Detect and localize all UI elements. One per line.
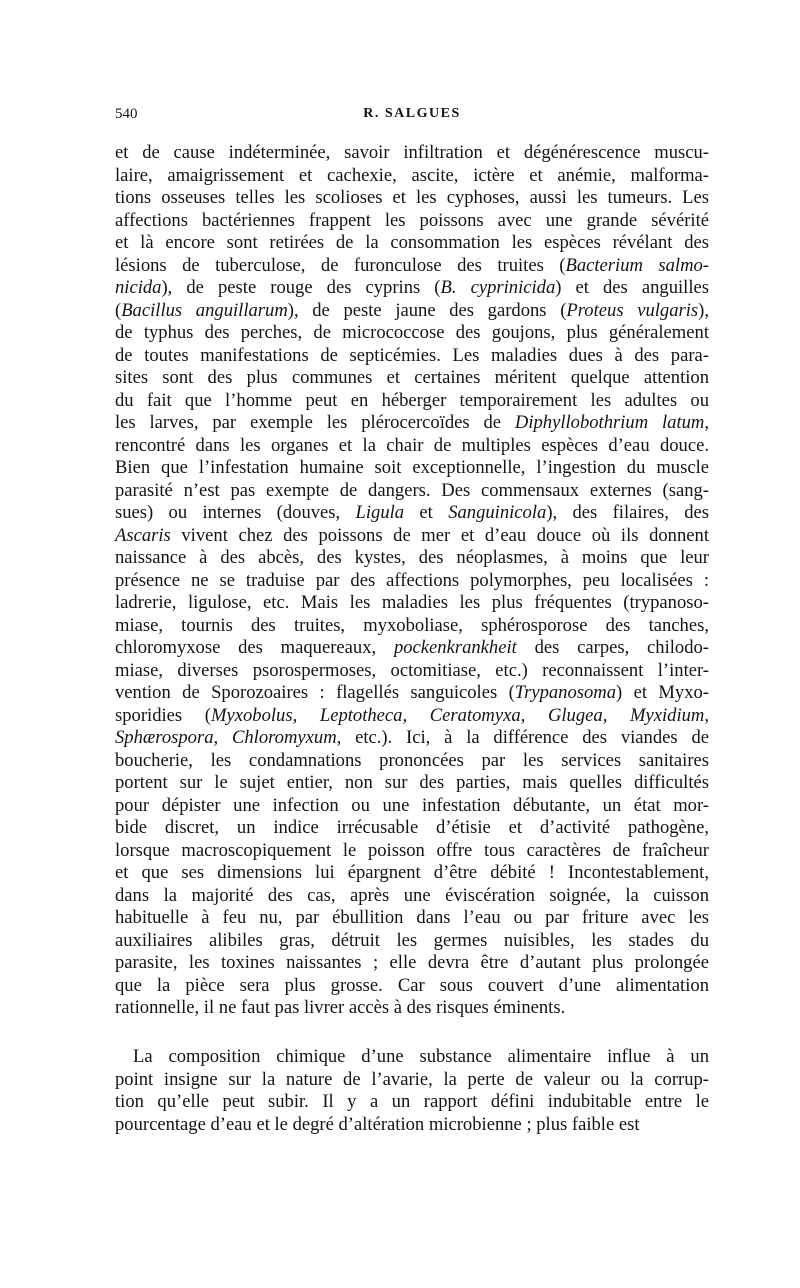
text-line	[115, 975, 709, 998]
text-line	[115, 1069, 709, 1092]
text-line	[115, 412, 709, 435]
text-line	[115, 952, 709, 975]
text-line	[115, 727, 709, 750]
text-segment: miase, diverses psorospermoses, octomitiase, etc.) reconnaissent l’inter-	[115, 659, 709, 681]
text-segment: les larves, par exemple les plérocercoïdes de	[115, 412, 515, 433]
text-segment: et	[404, 502, 449, 523]
text-segment: rationnelle, il ne faut pas livrer accès à des risques éminents.	[115, 997, 566, 1018]
text-segment: bide discret, un indice irrécusable d’étisie et d’activité pathogène,	[115, 817, 709, 838]
text-segment: ) et des anguilles	[555, 277, 709, 298]
text-line	[115, 615, 709, 638]
italic-term: Trypanosoma	[514, 682, 617, 703]
text-line	[115, 570, 709, 593]
text-segment: vivent chez des poissons de mer et d’eau douce où ils donnent	[170, 524, 709, 546]
text-line	[115, 660, 709, 683]
text-line	[115, 1114, 709, 1137]
text-segment: etc.). Ici, à la différence des viandes de	[341, 727, 709, 748]
text-segment: sporidies (	[115, 704, 211, 726]
text-segment: ) et Myxo-	[616, 682, 709, 703]
text-line	[115, 817, 709, 840]
text-line	[115, 187, 709, 210]
text-segment: dans la majorité des cas, après une éviscération soignée, la cuisson	[115, 884, 709, 906]
text-segment: boucherie, les condamnations prononcées par les services sanitaires	[115, 749, 709, 771]
italic-term: Sanguinicola	[448, 502, 547, 523]
text-line	[115, 705, 709, 728]
text-segment: habituelle à feu nu, par ébullition dans l’eau ou par friture avec les	[115, 907, 709, 928]
text-line	[115, 795, 709, 818]
text-segment: miase, tournis des truites, myxoboliase, sphérosporose des tanches,	[115, 614, 709, 636]
text-segment: de toutes manifestations de septicémies. Les maladies dues à des para-	[115, 344, 709, 366]
italic-term: Ascaris	[115, 524, 171, 546]
text-segment: et que ses dimensions lui épargnent d’être débité ! Incontestablement,	[115, 862, 709, 883]
text-segment: chloromyxose des maquereaux,	[115, 637, 394, 658]
text-line	[115, 390, 709, 413]
text-segment: ),	[698, 299, 710, 321]
running-head-author: R. SALGUES	[363, 106, 461, 121]
text-segment: et de cause indéterminée, savoir infiltration et dégénérescence muscu-	[115, 142, 709, 163]
text-line	[115, 345, 709, 368]
text-line	[115, 367, 709, 390]
text-segment: ,	[704, 412, 709, 433]
text-line	[115, 592, 709, 615]
text-line	[115, 277, 709, 300]
text-segment: que la pièce sera plus grosse. Car sous couvert d’une alimentation	[115, 974, 709, 996]
text-line	[115, 1091, 709, 1114]
text-segment: rencontré dans les organes et la chair de multiples espèces d’eau douce.	[115, 434, 709, 456]
text-line	[115, 142, 709, 165]
text-segment: parasité n’est pas exempte de dangers. Des commensaux externes (sang-	[115, 479, 709, 501]
text-line	[115, 637, 709, 660]
text-segment: ), de peste jaune des gardons (	[287, 299, 567, 321]
text-line	[115, 435, 709, 458]
text-segment: affections bactériennes frappent les poissons avec une grande sévérité	[115, 209, 709, 231]
italic-term: pockenkrankheit	[393, 637, 517, 658]
text-line	[115, 525, 709, 548]
text-segment: auxiliaires alibiles gras, détruit les germes nuisibles, les stades du	[115, 929, 709, 951]
text-segment: tion qu’elle peut subir. Il y a un rapport défini indubitable entre le	[115, 1091, 709, 1112]
text-line	[115, 682, 709, 705]
text-segment: ), des filaires, des	[546, 502, 710, 523]
italic-term: B. cyprinicida	[440, 277, 556, 298]
text-line	[115, 772, 709, 795]
italic-term: Bacillus anguillarum	[121, 299, 288, 321]
text-line	[115, 862, 709, 885]
text-segment: portent sur le sujet entier, non sur des parties, mais quelles difficultés	[115, 772, 709, 793]
text-segment: naissance à des abcès, des kystes, des néoplasmes, à moins que leur	[115, 547, 709, 568]
text-segment: et là encore sont retirées de la consommation les espèces révélant des	[115, 232, 709, 253]
text-line	[115, 1046, 709, 1069]
text-line	[115, 907, 709, 930]
text-line	[115, 255, 709, 278]
text-segment: présence ne se traduise par des affections polymorphes, peu localisées :	[115, 569, 709, 591]
text-segment: ), de peste rouge des cyprins (	[161, 277, 441, 298]
page-number: 540	[115, 106, 138, 122]
text-segment: sites sont des plus communes et certaines méritent quelque attention	[115, 367, 709, 388]
text-segment: parasite, les toxines naissantes ; elle devra être d’autant plus prolongée	[115, 952, 709, 973]
text-line	[115, 885, 709, 908]
text-segment: du fait que l’homme peut en héberger temporairement les adultes ou	[115, 389, 709, 411]
text-segment: tions osseuses telles les scolioses et les cyphoses, aussi les tumeurs. Les	[115, 187, 709, 208]
text-segment: vention de Sporozoaires : flagellés sanguicoles (	[115, 682, 515, 703]
text-line	[115, 165, 709, 188]
text-line	[115, 480, 709, 503]
italic-term: nicida	[115, 277, 162, 298]
text-line	[115, 930, 709, 953]
text-segment: lorsque macroscopiquement le poisson offre tous caractères de fraîcheur	[115, 839, 709, 861]
body-paragraph	[115, 1046, 709, 1136]
text-line	[115, 210, 709, 233]
text-line	[115, 300, 709, 323]
text-line	[115, 750, 709, 773]
text-segment: ladrerie, ligulose, etc. Mais les maladies les plus fréquentes (trypanoso-	[115, 592, 709, 613]
body-paragraph	[115, 142, 709, 1020]
text-segment: sues) ou internes (douves,	[115, 502, 356, 523]
text-line	[115, 840, 709, 863]
text-line	[115, 547, 709, 570]
text-segment: de typhus des perches, de micrococcose des goujons, plus généralement	[115, 322, 709, 343]
text-segment: (	[115, 299, 122, 321]
italic-term: Proteus vulgaris	[566, 299, 699, 321]
text-line	[115, 322, 709, 345]
text-segment: pourcentage d’eau et le degré d’altération microbienne ; plus faible est	[115, 1113, 640, 1135]
text-segment: des carpes, chilodo-	[516, 637, 709, 658]
text-segment: laire, amaigrissement et cachexie, ascite, ictère et anémie, malforma-	[115, 164, 709, 186]
text-line	[115, 457, 709, 480]
text-segment: Bien que l’infestation humaine soit exceptionnelle, l’ingestion du muscle	[115, 457, 709, 478]
text-line	[115, 997, 709, 1020]
text-segment: La composition chimique d’une substance alimentaire influe à un	[133, 1046, 709, 1067]
running-head	[115, 106, 709, 128]
text-line	[115, 502, 709, 525]
italic-term: Diphyllobothrium latum	[514, 412, 705, 433]
text-line	[115, 232, 709, 255]
text-segment: pour dépister une infection ou une infestation débutante, un état mor-	[115, 794, 709, 816]
italic-term: Sphærospora, Chloromyxum,	[115, 727, 342, 748]
italic-term: Myxobolus, Leptotheca, Ceratomyxa, Glugea, Myxidium,	[210, 704, 709, 726]
italic-term: Ligula	[355, 502, 405, 523]
italic-term: Bacterium salmo-	[565, 254, 710, 276]
text-segment: lésions de tuberculose, de furonculose des truites (	[115, 254, 566, 276]
text-segment: point insigne sur la nature de l’avarie, la perte de valeur ou la corrup-	[115, 1068, 709, 1090]
